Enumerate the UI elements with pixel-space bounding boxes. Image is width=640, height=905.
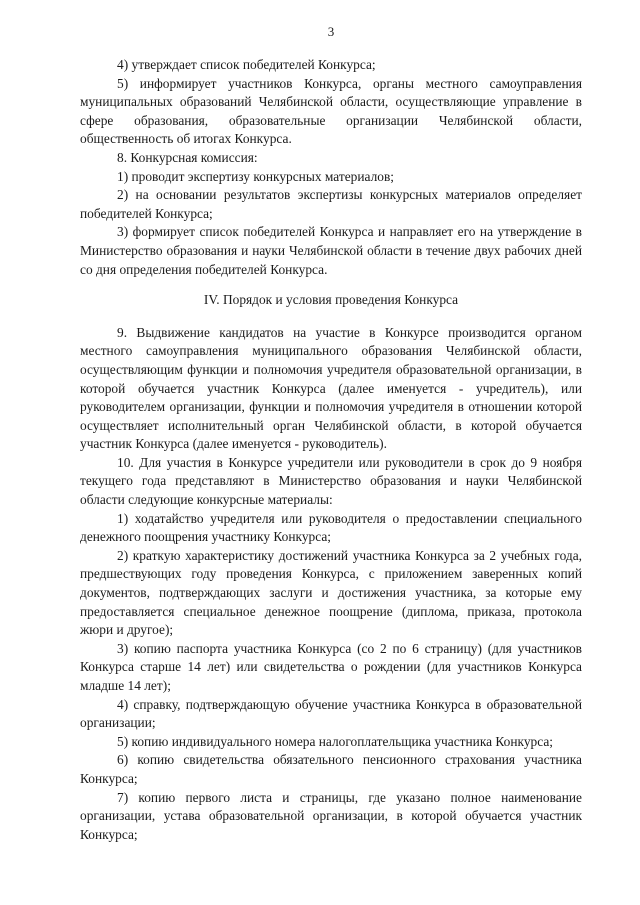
paragraph: 4) справку, подтверждающую обучение участника Конкурса в образовательной организации; [80,696,582,731]
paragraph: 2) краткую характеристику достижений участника Конкурса за 2 учебных года, предшествующих году проведения Конкурса, с приложением заверенных копий документов, подтверждающих заслуги и достижения участника, за которые ему предоставляется специальное денежное поощрение (диплома, приказа, протокола жюри и другое); [80,547,582,638]
paragraph: 4) утверждает список победителей Конкурса; [117,57,376,72]
paragraph: 3) копию паспорта участника Конкурса (со 2 по 6 страницу) (для участников Конкурса старше 14 лет) или свидетельства о рождении (для участников Конкурса младше 14 лет); [80,640,582,693]
page-number: 3 [327,24,335,39]
paragraph: 8. Конкурсная комиссия: [117,149,258,165]
paragraph: 10. Для участия в Конкурсе учредители или руководители в срок до 9 ноября текущего года представляют в Министерство образования и науки Челябинской области следующие конкурсные материалы: [80,454,582,508]
paragraph: 7) копию первого листа и страницы, где указано полное наименование организации, устава образовательной организации, в которой обучается участник Конкурса; [80,789,582,842]
paragraph: 1) ходатайство учредителя или руководителя о предоставлении специального денежного поощрения участнику Конкурса; [80,510,582,545]
paragraph: 6) копию свидетельства обязательного пенсионного страхования участника Конкурса; [80,752,582,786]
paragraph: 5) информирует участников Конкурса, органы местного самоуправления муниципальных образований Челябинской области, осуществляющие управление в сфере образования, образовательные организации Челябинской области, общественность об итогах Конкурса. [80,75,582,147]
paragraph: 3) формирует список победителей Конкурса и направляет его на утверждение в Министерство образования и науки Челябинской области в течение двух рабочих дней со дня определения победителей Конкурса. [80,224,582,277]
paragraph: 2) на основании результатов экспертизы конкурсных материалов определяет победителей Конкурса; [80,187,582,221]
paragraph: 1) проводит экспертизу конкурсных материалов; [117,168,394,184]
section-heading: IV. Порядок и условия проведения Конкурса [203,292,459,308]
paragraph: 5) копию индивидуального номера налогоплательщика участника Конкурса; [117,733,554,749]
paragraph: 9. Выдвижение кандидатов на участие в Конкурсе производится органом местного самоуправления муниципального образования Челябинской области, осуществляющим функции и полномочия учредителя образовательной организации, в которой обучается участник Конкурса (далее именуется - учредитель), или руководителем организации, функции и полномочия учредителя в отношении которой осуществляет исполнительный орган Челябинской области, в которой обучается участник Конкурса (далее именуется - руководитель). [80,324,582,452]
document-page [80,24,582,844]
